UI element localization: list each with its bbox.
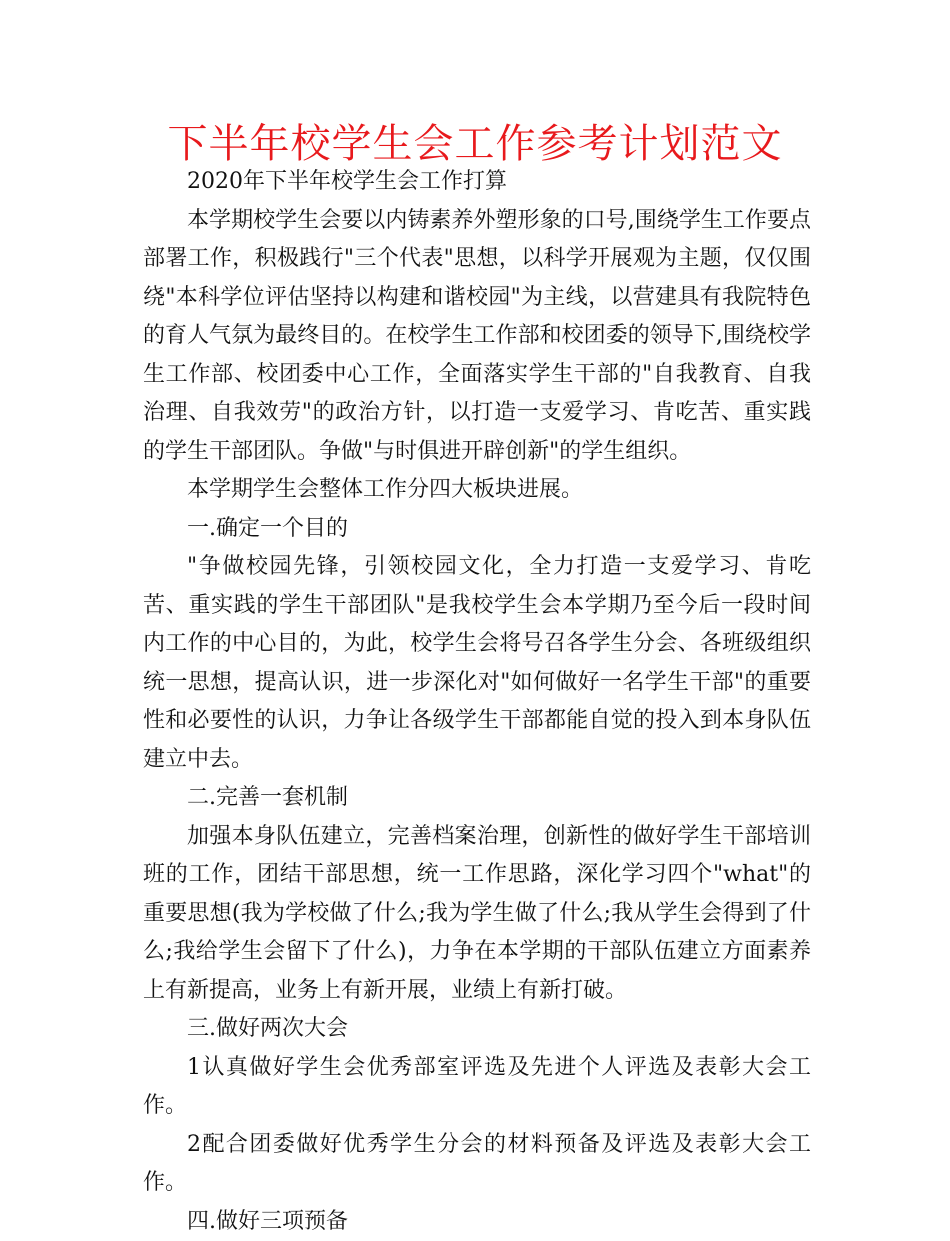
- paragraph: 2020年下半年校学生会工作打算: [143, 163, 811, 202]
- section-heading: 四.做好三项预备: [143, 1203, 811, 1241]
- list-item: 1认真做好学生会优秀部室评选及先进个人评选及表彰大会工作。: [143, 1049, 811, 1126]
- paragraph: 本学期学生会整体工作分四大板块进展。: [143, 471, 811, 510]
- section-heading: 三.做好两次大会: [143, 1010, 811, 1049]
- document-body: [143, 163, 811, 1241]
- paragraph: "争做校园先锋，引领校园文化，全力打造一支爱学习、肯吃苦、重实践的学生干部团队"是我校学生会本学期乃至今后一段时间内工作的中心目的，为此，校学生会将号召各学生分会、各班级组织统一思想，提高认识，进一步深化对"如何做好一名学生干部"的重要性和必要性的认识，力争让各级学生干部都能自觉的投入到本身队伍建立中去。: [143, 548, 811, 779]
- paragraph: 加强本身队伍建立，完善档案治理，创新性的做好学生干部培训班的工作，团结干部思想，统一工作思路，深化学习四个"what"的重要思想(我为学校做了什么;我为学生做了什么;我从学生会得到了什么;我给学生会留下了什么)，力争在本学期的干部队伍建立方面素养上有新提高，业务上有新开展，业绩上有新打破。: [143, 818, 811, 1011]
- document-title: 下半年校学生会工作参考计划范文: [0, 118, 950, 170]
- section-heading: 二.完善一套机制: [143, 779, 811, 818]
- paragraph: 本学期校学生会要以内铸素养外塑形象的口号,围绕学生工作要点部署工作，积极践行"三个代表"思想，以科学开展观为主题，仅仅围绕"本科学位评估坚持以构建和谐校园"为主线，以营建具有我院特色的育人气氛为最终目的。在校学生工作部和校团委的领导下,围绕校学生工作部、校团委中心工作，全面落实学生干部的"自我教育、自我治理、自我效劳"的政治方针，以打造一支爱学习、肯吃苦、重实践的学生干部团队。争做"与时俱进开辟创新"的学生组织。: [143, 202, 811, 472]
- section-heading: 一.确定一个目的: [143, 510, 811, 549]
- list-item: 2配合团委做好优秀学生分会的材料预备及评选及表彰大会工作。: [143, 1126, 811, 1203]
